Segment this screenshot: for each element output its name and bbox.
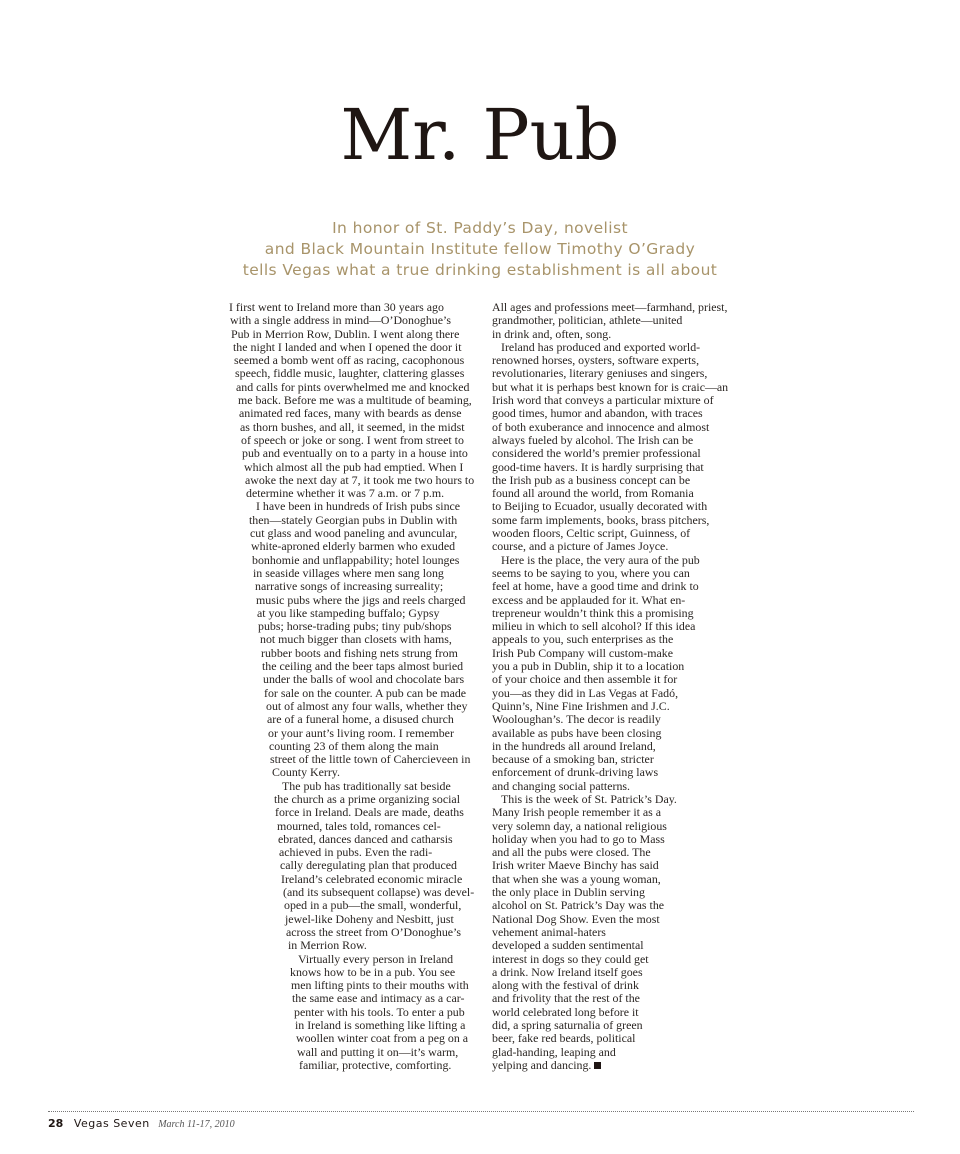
body-text-line: rubber boots and fishing nets strung from bbox=[261, 645, 458, 660]
body-text-line: seemed a bomb went off as racing, cacophonous bbox=[234, 353, 465, 368]
body-text-line: woollen winter coat from a peg on a bbox=[296, 1031, 469, 1046]
body-text-line: Irish word that conveys a particular mixture of bbox=[492, 393, 714, 408]
body-text-line: Virtually every person in Ireland bbox=[298, 951, 454, 966]
body-text-line: very solemn day, a national religious bbox=[492, 818, 667, 833]
body-text-line: and calls for pints overwhelmed me and knocked bbox=[236, 379, 470, 394]
body-text-line: a drink. Now Ireland itself goes bbox=[492, 964, 643, 979]
body-text-line: National Dog Show. Even the most bbox=[492, 911, 660, 926]
body-text-line: holiday when you had to go to Mass bbox=[492, 831, 665, 846]
body-text-line: ebrated, dances danced and catharsis bbox=[278, 831, 453, 846]
article-deck bbox=[0, 218, 960, 281]
footer-dotted-rule bbox=[48, 1111, 914, 1112]
body-text-line: with a single address in mind—O’Donoghue’s bbox=[230, 313, 451, 328]
body-text-line: seems to be saying to you, where you can bbox=[492, 565, 690, 580]
body-text-line: excess and be applauded for it. What en- bbox=[492, 592, 686, 607]
body-text-line: (and its subsequent collapse) was devel- bbox=[283, 885, 475, 900]
body-text-line: white-aproned elderly barmen who exuded bbox=[251, 539, 456, 554]
body-text-line: of speech or joke or song. I went from street to bbox=[241, 432, 464, 447]
body-text-line: The pub has traditionally sat beside bbox=[282, 778, 451, 793]
body-text-line: the night I landed and when I opened the door it bbox=[233, 339, 462, 354]
body-text-line: oped in a pub—the small, wonderful, bbox=[284, 898, 462, 913]
body-text-line: to Beijing to Ecuador, usually decorated with bbox=[492, 499, 708, 514]
body-text-line: under the balls of wool and chocolate bars bbox=[263, 672, 465, 687]
body-text-line: feel at home, have a good time and drink to bbox=[492, 579, 699, 594]
end-of-story-icon bbox=[594, 1062, 601, 1069]
body-text-line: appeals to you, such enterprises as the bbox=[492, 632, 674, 647]
body-text-line: and all the pubs were closed. The bbox=[492, 845, 651, 860]
body-text-line: Ireland has produced and exported world- bbox=[501, 339, 701, 354]
body-text-line: determine whether it was 7 a.m. or 7 p.m. bbox=[246, 486, 445, 501]
body-text-line: alcohol on St. Patrick’s Day was the bbox=[492, 898, 665, 913]
body-text-line: then—stately Georgian pubs in Dublin with bbox=[249, 512, 458, 527]
body-text-line: Irish Pub Company will custom-make bbox=[492, 645, 673, 660]
body-text-line: along with the festival of drink bbox=[492, 978, 639, 993]
body-text-line: interest in dogs so they could get bbox=[492, 951, 649, 966]
page-number: 28 bbox=[48, 1117, 64, 1130]
body-text-line: me back. Before me was a multitude of beaming, bbox=[238, 393, 472, 408]
body-text-line: but what it is perhaps best known for is craic—an bbox=[492, 379, 729, 394]
body-text-line: and frivolity that the rest of the bbox=[492, 991, 640, 1006]
body-text-line: County Kerry. bbox=[272, 765, 340, 780]
body-text-line: I first went to Ireland more than 30 years ago bbox=[229, 300, 444, 314]
issue-date: March 11-17, 2010 bbox=[158, 1119, 235, 1130]
body-text-line: as thorn bushes, and all, it seemed, in the midst bbox=[240, 419, 465, 434]
body-text-line: the same ease and intimacy as a car- bbox=[292, 991, 465, 1006]
body-text-line: Irish writer Maeve Binchy has said bbox=[492, 858, 659, 873]
body-text-line: good-time havers. It is hardly surprising that bbox=[492, 459, 704, 474]
body-text-line: glad-handing, leaping and bbox=[492, 1044, 616, 1059]
body-text-line: you a pub in Dublin, ship it to a location bbox=[492, 659, 685, 674]
body-text-line: in seaside villages where men sang long bbox=[253, 565, 444, 580]
body-text-line: because of a smoking ban, stricter bbox=[492, 752, 654, 767]
body-column-right bbox=[492, 301, 752, 1072]
body-text-line: cally deregulating plan that produced bbox=[280, 858, 457, 873]
page-footer bbox=[48, 1117, 235, 1130]
body-text-line: mourned, tales told, romances cel- bbox=[277, 818, 441, 833]
body-text-line: beer, fake red beards, political bbox=[492, 1031, 636, 1046]
body-text-line: are of a funeral home, a disused church bbox=[267, 712, 454, 727]
body-text-line: at you like stampeding buffalo; Gypsy bbox=[257, 605, 440, 620]
body-text-line: animated red faces, many with beards as dense bbox=[239, 406, 462, 421]
body-text-line: yelping and dancing. bbox=[492, 1059, 752, 1072]
body-text-line: renowned horses, oysters, software experts, bbox=[492, 353, 700, 368]
body-text-line: force in Ireland. Deals are made, deaths bbox=[275, 805, 464, 820]
body-text-line: street of the little town of Cahercieveen in bbox=[270, 752, 471, 767]
body-text-line: the church as a prime organizing social bbox=[274, 791, 460, 806]
body-text-line: wall and putting it on—it’s warm, bbox=[297, 1044, 459, 1059]
body-text-line: Quinn’s, Nine Fine Irishmen and J.C. bbox=[492, 698, 670, 713]
body-text-line: world celebrated long before it bbox=[492, 1004, 639, 1019]
magazine-name: Vegas Seven bbox=[73, 1117, 150, 1130]
body-text-line: knows how to be in a pub. You see bbox=[290, 964, 456, 979]
body-text-line: bonhomie and unflappability; hotel lounges bbox=[252, 552, 460, 567]
body-text-line: the only place in Dublin serving bbox=[492, 885, 645, 900]
body-text-line: awoke the next day at 7, it took me two hours to bbox=[245, 472, 475, 487]
body-text-line: Ireland’s celebrated economic miracle bbox=[281, 871, 463, 886]
body-text-line: good times, humor and abandon, with traces bbox=[492, 406, 703, 421]
body-text-line: grandmother, politician, athlete—united bbox=[492, 313, 683, 328]
body-text-line: counting 23 of them along the main bbox=[269, 738, 439, 753]
body-text-line: or your aunt’s living room. I remember bbox=[268, 725, 454, 740]
body-text-line: pub and eventually on to a party in a house into bbox=[242, 446, 468, 461]
body-text-line: This is the week of St. Patrick’s Day. bbox=[501, 791, 677, 806]
body-text-line: did, a spring saturnalia of green bbox=[492, 1018, 643, 1033]
body-text-line: some farm implements, books, brass pitchers, bbox=[492, 512, 710, 527]
body-text-line: for sale on the counter. A pub can be made bbox=[264, 685, 467, 700]
body-text-line: penter with his tools. To enter a pub bbox=[294, 1004, 465, 1019]
body-text-line: available as pubs have been closing bbox=[492, 725, 662, 740]
body-text-line: you—as they did in Las Vegas at Fadó, bbox=[492, 685, 679, 700]
body-column-left bbox=[229, 301, 491, 1072]
body-text-line: out of almost any four walls, whether they bbox=[266, 698, 468, 713]
body-text-line: in Merrion Row. bbox=[288, 938, 367, 953]
body-text-line: men lifting pints to their mouths with bbox=[291, 978, 469, 993]
body-text-line: music pubs where the jigs and reels charged bbox=[256, 592, 466, 607]
body-text-line: of your choice and then assemble it for bbox=[492, 672, 678, 687]
body-text-line: always fueled by alcohol. The Irish can be bbox=[492, 432, 694, 447]
body-text-line: familiar, protective, comforting. bbox=[299, 1057, 452, 1072]
body-text-line: course, and a picture of James Joyce. bbox=[492, 539, 669, 554]
body-text-line: which almost all the pub had emptied. When I bbox=[244, 459, 464, 474]
body-text-line: enforcement of drunk-driving laws bbox=[492, 765, 659, 780]
body-text-line: pubs; horse-trading pubs; tiny pub/shops bbox=[258, 619, 452, 634]
body-text-line: I have been in hundreds of Irish pubs since bbox=[256, 499, 461, 514]
deck-line: tells Vegas what a true drinking establishment is all about bbox=[242, 261, 718, 279]
body-text-line: the ceiling and the beer taps almost buried bbox=[262, 659, 464, 674]
body-text-line: of both exuberance and innocence and almost bbox=[492, 419, 710, 434]
body-text-line: vehement animal-haters bbox=[492, 924, 606, 939]
body-text-line: in drink and, often, song. bbox=[492, 326, 612, 341]
body-text-line: in the hundreds all around Ireland, bbox=[492, 738, 656, 753]
body-text-line: Many Irish people remember it as a bbox=[492, 805, 662, 820]
body-text-line: All ages and professions meet—farmhand, priest, bbox=[492, 300, 728, 314]
body-text-line: and changing social patterns. bbox=[492, 778, 631, 793]
body-text-line: developed a sudden sentimental bbox=[492, 938, 644, 953]
body-text-line: Wooloughan’s. The decor is readily bbox=[492, 712, 661, 727]
body-text-line: jewel-like Doheny and Nesbitt, just bbox=[285, 911, 454, 926]
deck-line: and Black Mountain Institute fellow Timothy O’Grady bbox=[264, 240, 696, 258]
body-text-line: milieu in which to sell alcohol? If this idea bbox=[492, 619, 696, 634]
body-text-line: narrative songs of increasing surreality; bbox=[255, 579, 444, 594]
body-text-line: wooden floors, Celtic script, Guinness, of bbox=[492, 526, 691, 541]
body-text-line: speech, fiddle music, laughter, clattering glasses bbox=[235, 366, 465, 381]
body-text-line: cut glass and wood paneling and avuncular, bbox=[250, 526, 458, 541]
body-text-line: in Ireland is something like lifting a bbox=[295, 1018, 466, 1033]
body-text-line: Here is the place, the very aura of the pub bbox=[501, 552, 700, 567]
body-text-line: that when she was a young woman, bbox=[492, 871, 661, 886]
body-text-line: found all around the world, from Romania bbox=[492, 486, 694, 501]
body-text-line: not much bigger than closets with hams, bbox=[260, 632, 452, 647]
body-text-line: the Irish pub as a business concept can be bbox=[492, 472, 691, 487]
body-text-line: Pub in Merrion Row, Dublin. I went along there bbox=[231, 326, 460, 341]
body-text-line: achieved in pubs. Even the radi- bbox=[279, 845, 433, 860]
body-text-line: across the street from O’Donoghue’s bbox=[286, 924, 462, 939]
article-title: Mr. Pub bbox=[340, 94, 620, 176]
body-text-line: revolutionaries, literary geniuses and singers, bbox=[492, 366, 708, 381]
body-text-line: trepreneur wouldn’t think this a promising bbox=[492, 605, 694, 620]
body-text-line: considered the world’s premier professional bbox=[492, 446, 701, 461]
deck-line: In honor of St. Paddy’s Day, novelist bbox=[332, 219, 628, 237]
